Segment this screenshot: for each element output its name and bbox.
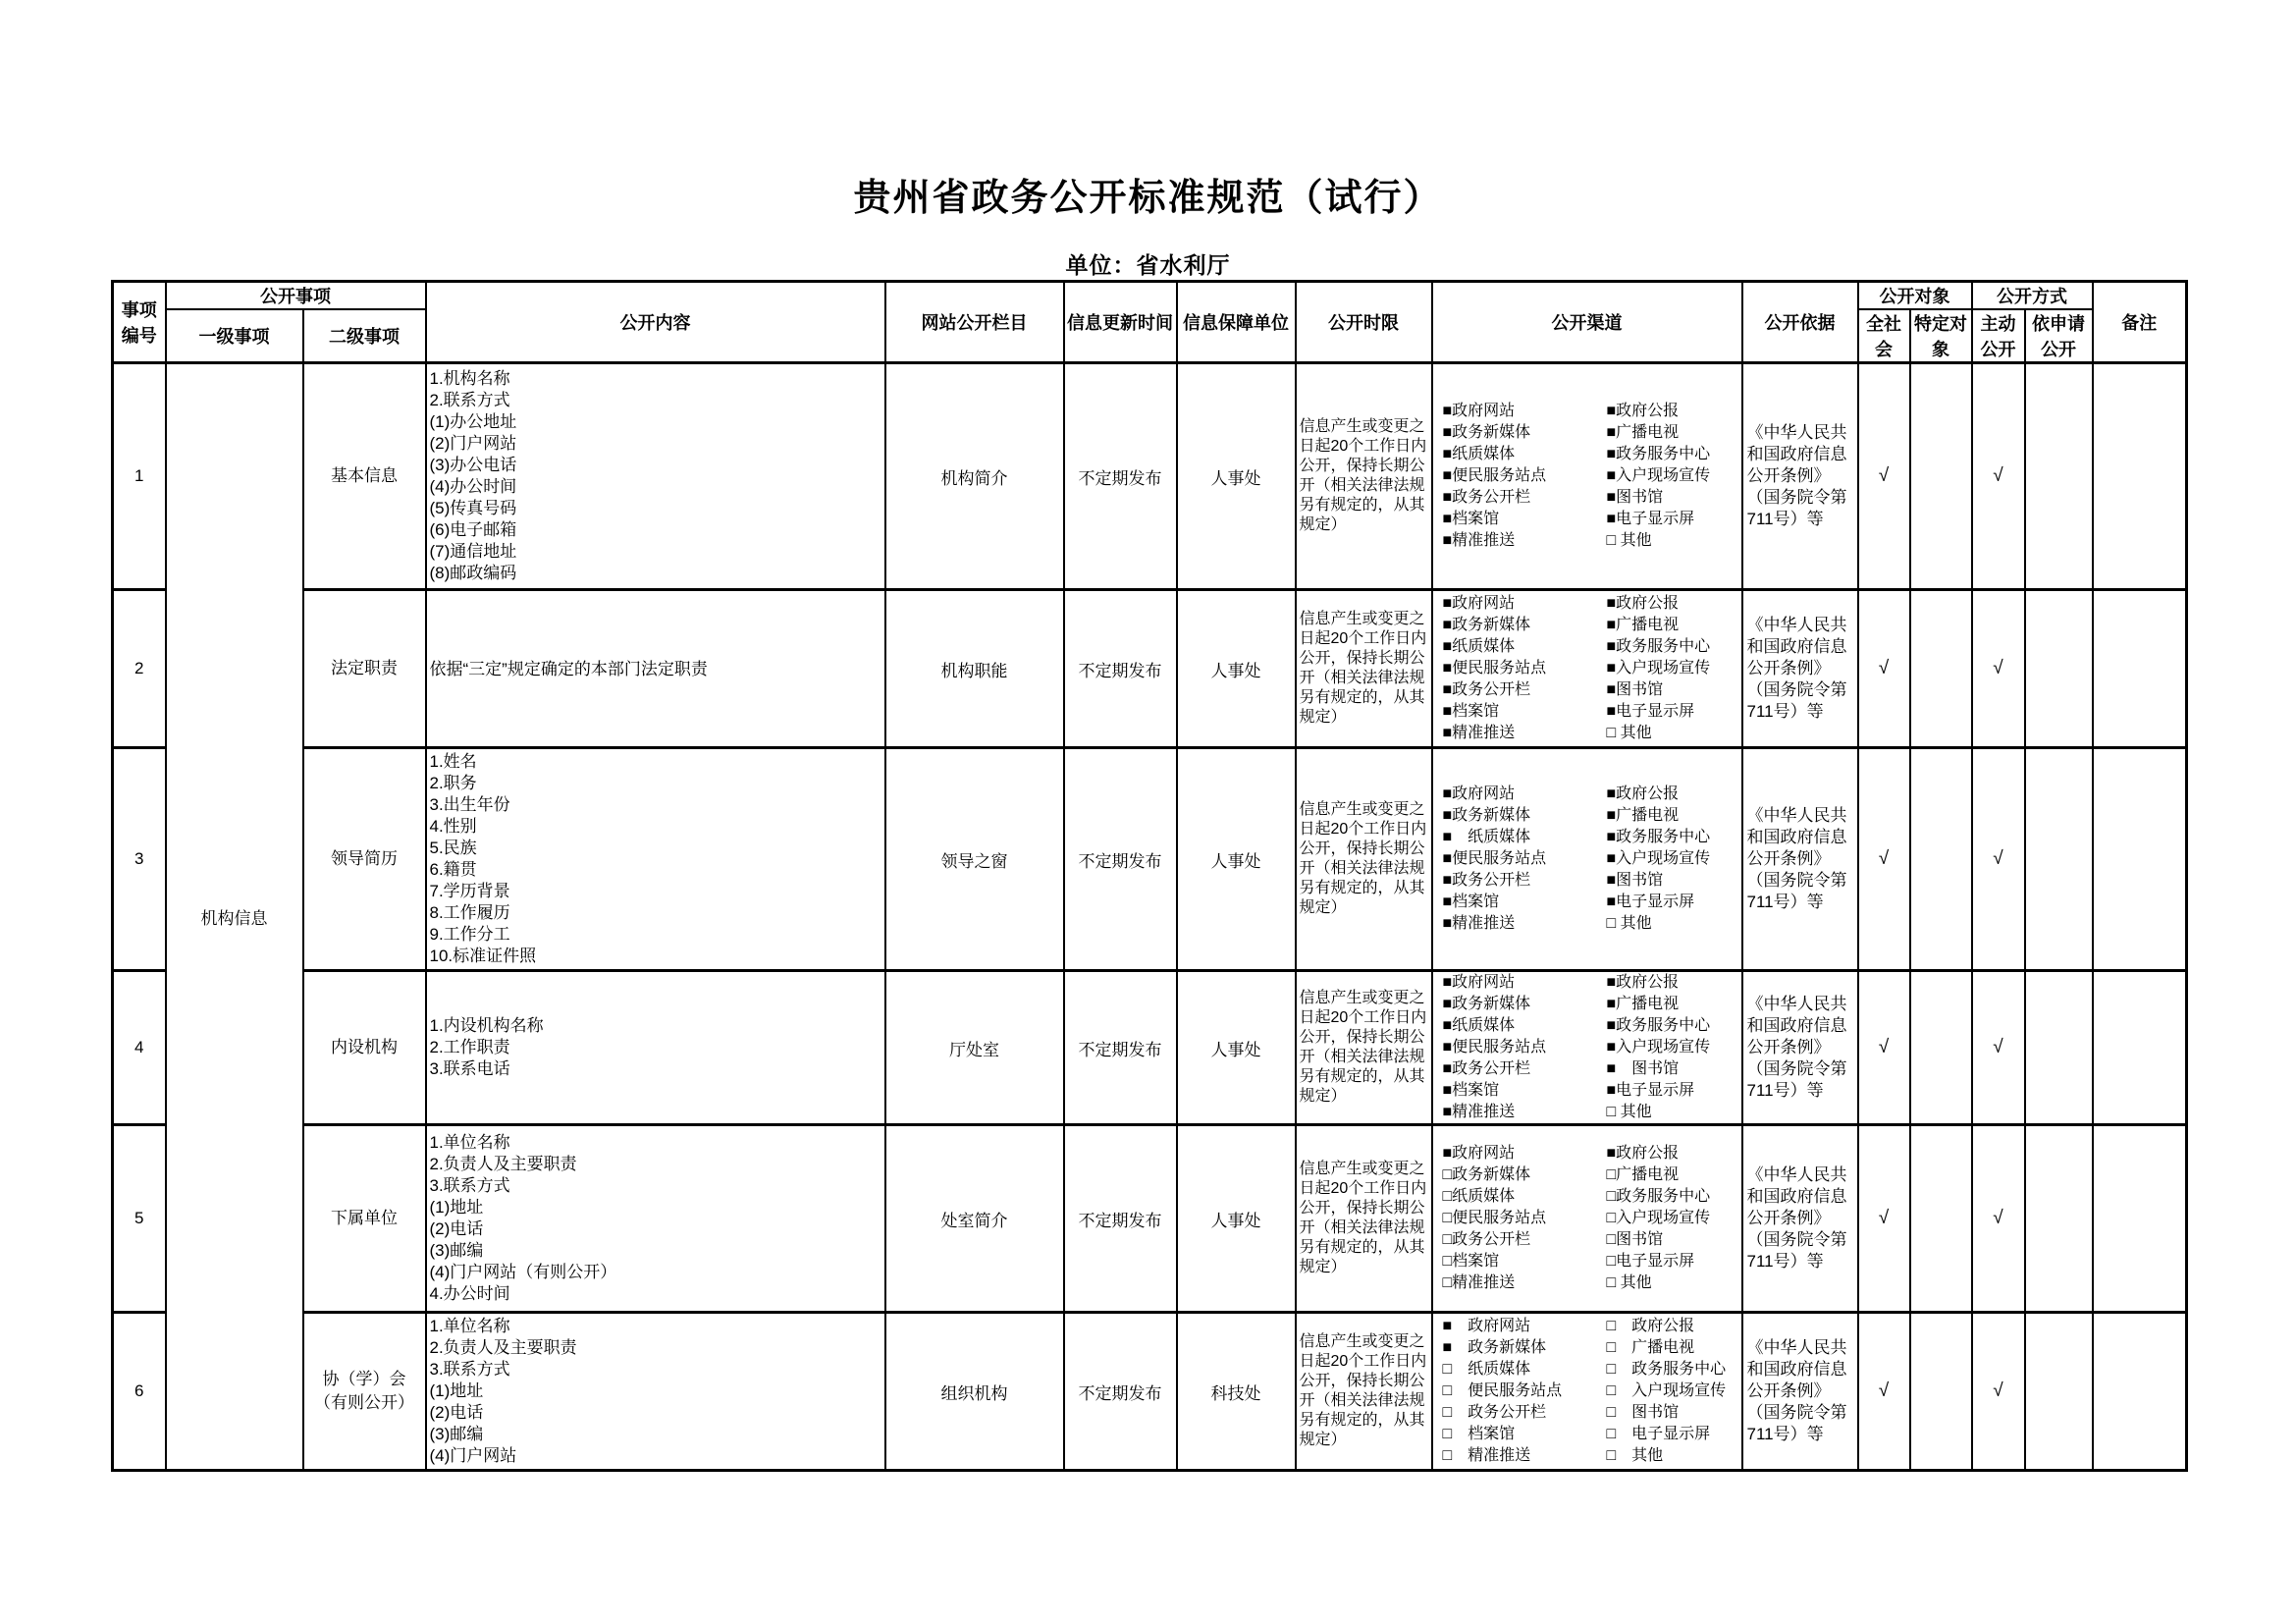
content-line: 3.联系方式	[429, 1176, 510, 1195]
channels-column-right	[1607, 401, 1741, 552]
open-content-cell	[426, 748, 885, 971]
content-line: 3.联系方式	[429, 1360, 510, 1379]
channel-option: ■精准推送	[1442, 1104, 1516, 1120]
content-line: (1)地址	[429, 1381, 484, 1400]
content-line: 1.姓名	[429, 752, 477, 771]
channel-option: □ 入户现场宣传	[1606, 1382, 1727, 1399]
method-active-cell: √	[1972, 363, 2025, 590]
remarks-cell	[2093, 590, 2187, 748]
time-limit-cell: 信息产生或变更之日起20个工作日内公开，保持长期公开（相关法律法规另有规定的，从其规定）	[1296, 363, 1432, 590]
audience-all-cell: √	[1858, 1125, 1910, 1313]
level1-cell: 机构信息	[166, 363, 303, 1471]
content-line: (3)邮编	[429, 1425, 484, 1443]
content-line: 3.联系电话	[429, 1059, 510, 1078]
channels-column-left	[1443, 1316, 1607, 1467]
update-time-cell: 不定期发布	[1064, 971, 1177, 1125]
channel-option: ■政府公报	[1606, 785, 1680, 802]
table-row	[113, 1125, 2187, 1313]
channel-option: ■纸质媒体	[1442, 1017, 1516, 1034]
channel-option: □图书馆	[1606, 1231, 1664, 1248]
content-line: 4.性别	[429, 817, 477, 836]
channels-list	[1433, 593, 1741, 744]
channel-option: □政务服务中心	[1606, 1188, 1711, 1205]
channel-option: □ 其他	[1606, 1104, 1652, 1120]
content-line: 依据“三定”规定确定的本部门法定职责	[429, 659, 708, 678]
content-line: (3)办公电话	[429, 456, 517, 474]
channel-option: □ 精准推送	[1442, 1447, 1531, 1464]
channel-option: ■入户现场宣传	[1606, 660, 1711, 677]
channel-option: ■电子显示屏	[1606, 703, 1695, 720]
open-content-cell	[426, 971, 885, 1125]
content-line: 1.机构名称	[429, 369, 510, 388]
table-body	[113, 363, 2187, 1471]
content-line: (2)电话	[429, 1403, 484, 1422]
channel-option: ■入户现场宣传	[1606, 850, 1711, 867]
channel-option: □ 其他	[1606, 725, 1652, 741]
channel-option: ■政府网站	[1442, 403, 1516, 419]
channel-option: ■政务新媒体	[1442, 617, 1531, 633]
table-header	[113, 282, 2187, 363]
standards-table	[111, 280, 2188, 1472]
update-time-cell: 不定期发布	[1064, 748, 1177, 971]
content-line: 6.籍贯	[429, 860, 477, 879]
channels-column-right	[1607, 1316, 1741, 1467]
content-line: 9.工作分工	[429, 925, 510, 944]
channel-option: ■政务新媒体	[1442, 996, 1531, 1012]
open-content-cell	[426, 1125, 885, 1313]
channel-option: □ 图书馆	[1606, 1404, 1680, 1421]
header-remarks: 备注	[2093, 282, 2187, 363]
channel-option: ■精准推送	[1442, 725, 1516, 741]
open-content-cell	[426, 363, 885, 590]
channel-option: ■档案馆	[1442, 893, 1500, 910]
content-line: 2.联系方式	[429, 391, 510, 409]
content-line: 7.学历背景	[429, 882, 510, 900]
channel-option: □ 便民服务站点	[1442, 1382, 1563, 1399]
method-on-request-cell	[2025, 590, 2093, 748]
header-channels: 公开渠道	[1432, 282, 1742, 363]
item-no-cell: 4	[113, 971, 166, 1125]
header-method: 公开方式	[1972, 282, 2093, 310]
method-active-cell: √	[1972, 748, 2025, 971]
channel-option: ■ 纸质媒体	[1442, 829, 1531, 845]
header-level2: 二级事项	[303, 309, 426, 363]
content-line: 4.办公时间	[429, 1284, 510, 1303]
channels-column-left	[1443, 593, 1607, 744]
content-line: (6)电子邮箱	[429, 520, 517, 539]
channel-option: ■广播电视	[1606, 807, 1680, 824]
header-time-limit: 公开时限	[1296, 282, 1432, 363]
channel-option: ■电子显示屏	[1606, 1082, 1695, 1099]
channel-option: ■政府网站	[1442, 1145, 1516, 1162]
content-line: (5)传真号码	[429, 499, 517, 517]
channels-column-left	[1443, 972, 1607, 1123]
header-level1: 一级事项	[166, 309, 303, 363]
basis-cell: 《中华人民共和国政府信息公开条例》（国务院令第711号）等	[1742, 590, 1858, 748]
channel-option: ■广播电视	[1606, 424, 1680, 441]
channels-column-left	[1443, 401, 1607, 552]
audience-all-cell: √	[1858, 1313, 1910, 1471]
channels-list	[1433, 972, 1741, 1123]
channels-cell	[1432, 971, 1742, 1125]
header-audience-all: 全社会	[1858, 309, 1910, 363]
level2-cell	[303, 1313, 426, 1471]
content-line: (8)邮政编码	[429, 564, 517, 582]
channels-cell	[1432, 748, 1742, 971]
table-row	[113, 1313, 2187, 1471]
audience-all-cell: √	[1858, 363, 1910, 590]
channel-option: ■ 图书馆	[1606, 1060, 1680, 1077]
content-line: 2.职务	[429, 774, 477, 792]
support-unit-cell: 人事处	[1177, 971, 1296, 1125]
header-method-on-request: 依申请公开	[2025, 309, 2093, 363]
level2-line: 协（学）会	[322, 1370, 406, 1388]
channel-option: □ 纸质媒体	[1442, 1361, 1531, 1378]
channel-option: □精准推送	[1442, 1274, 1516, 1291]
channel-option: ■图书馆	[1606, 872, 1664, 889]
page-title: 贵州省政务公开标准规范（试行）	[853, 178, 1443, 219]
channel-option: □纸质媒体	[1442, 1188, 1516, 1205]
channel-option: ■精准推送	[1442, 915, 1516, 932]
content-line: (2)门户网站	[429, 434, 517, 453]
channel-option: □ 其他	[1606, 532, 1652, 549]
site-column-cell: 机构简介	[885, 363, 1064, 590]
header-audience-specific: 特定对象	[1910, 309, 1972, 363]
channel-option: ■档案馆	[1442, 511, 1500, 527]
method-active-cell: √	[1972, 590, 2025, 748]
content-line: 1.单位名称	[429, 1133, 510, 1152]
time-limit-cell: 信息产生或变更之日起20个工作日内公开，保持长期公开（相关法律法规另有规定的，从其规定）	[1296, 748, 1432, 971]
channel-option: ■政府公报	[1606, 974, 1680, 991]
basis-cell: 《中华人民共和国政府信息公开条例》（国务院令第711号）等	[1742, 1313, 1858, 1471]
content-line: (1)地址	[429, 1198, 484, 1217]
content-line: 1.单位名称	[429, 1317, 510, 1335]
channel-option: □电子显示屏	[1606, 1253, 1695, 1270]
channel-option: ■纸质媒体	[1442, 638, 1516, 655]
level2-line: 基本信息	[331, 466, 398, 485]
header-open-content: 公开内容	[426, 282, 885, 363]
update-time-cell: 不定期发布	[1064, 1313, 1177, 1471]
content-line: (7)通信地址	[429, 542, 517, 561]
level2-cell	[303, 971, 426, 1125]
content-line: 5.民族	[429, 839, 477, 857]
channels-column-right	[1607, 593, 1741, 744]
channel-option: ■ 政府网站	[1442, 1318, 1531, 1334]
channel-option: ■便民服务站点	[1442, 660, 1547, 677]
method-active-cell: √	[1972, 1313, 2025, 1471]
open-content-cell	[426, 1313, 885, 1471]
support-unit-cell: 人事处	[1177, 1125, 1296, 1313]
content-line: (4)门户网站	[429, 1446, 517, 1465]
open-content-cell	[426, 590, 885, 748]
audience-all-cell: √	[1858, 748, 1910, 971]
basis-cell: 《中华人民共和国政府信息公开条例》（国务院令第711号）等	[1742, 1125, 1858, 1313]
channel-option: ■政府公报	[1606, 1145, 1680, 1162]
table-row	[113, 590, 2187, 748]
channel-option: ■政务新媒体	[1442, 807, 1531, 824]
channels-column-right	[1607, 972, 1741, 1123]
channel-option: ■图书馆	[1606, 681, 1664, 698]
table-row	[113, 363, 2187, 590]
audience-all-cell: √	[1858, 590, 1910, 748]
header-audience: 公开对象	[1858, 282, 1972, 310]
channels-list	[1433, 1316, 1741, 1467]
time-limit-cell: 信息产生或变更之日起20个工作日内公开，保持长期公开（相关法律法规另有规定的，从其规定）	[1296, 1125, 1432, 1313]
audience-specific-cell	[1910, 1313, 1972, 1471]
content-line: 2.工作职责	[429, 1038, 510, 1056]
content-line: (1)办公地址	[429, 412, 517, 431]
channels-list	[1433, 401, 1741, 552]
item-no-cell: 1	[113, 363, 166, 590]
remarks-cell	[2093, 971, 2187, 1125]
channel-option: □ 政务公开栏	[1442, 1404, 1547, 1421]
method-on-request-cell	[2025, 971, 2093, 1125]
channel-option: ■档案馆	[1442, 1082, 1500, 1099]
channel-option: □政务新媒体	[1442, 1166, 1531, 1183]
content-line: (3)邮编	[429, 1241, 484, 1260]
support-unit-cell: 人事处	[1177, 748, 1296, 971]
basis-cell: 《中华人民共和国政府信息公开条例》（国务院令第711号）等	[1742, 363, 1858, 590]
level2-line: （有则公开）	[314, 1393, 414, 1412]
channels-cell	[1432, 590, 1742, 748]
support-unit-cell: 人事处	[1177, 590, 1296, 748]
site-column-cell: 领导之窗	[885, 748, 1064, 971]
site-column-cell: 机构职能	[885, 590, 1064, 748]
item-no-cell: 2	[113, 590, 166, 748]
header-support-unit: 信息保障单位	[1177, 282, 1296, 363]
level2-line: 领导简历	[331, 849, 398, 868]
channel-option: ■便民服务站点	[1442, 1039, 1547, 1056]
level2-line: 法定职责	[331, 659, 398, 677]
channel-option: ■电子显示屏	[1606, 893, 1695, 910]
audience-specific-cell	[1910, 1125, 1972, 1313]
remarks-cell	[2093, 363, 2187, 590]
channel-option: ■政务服务中心	[1606, 638, 1711, 655]
header-item-no: 事项编号	[113, 282, 166, 363]
remarks-cell	[2093, 1125, 2187, 1313]
channel-option: ■政府公报	[1606, 595, 1680, 612]
channel-option: ■入户现场宣传	[1606, 1039, 1711, 1056]
method-on-request-cell	[2025, 1313, 2093, 1471]
channel-option: □政务公开栏	[1442, 1231, 1531, 1248]
channels-list	[1433, 784, 1741, 935]
header-site-column: 网站公开栏目	[885, 282, 1064, 363]
channel-option: □便民服务站点	[1442, 1210, 1547, 1226]
content-line: 1.内设机构名称	[429, 1016, 544, 1035]
unit-label: 单位：省水利厅	[1065, 252, 1231, 278]
channel-option: ■档案馆	[1442, 703, 1500, 720]
content-line: 8.工作履历	[429, 903, 510, 922]
channel-option: □ 政务服务中心	[1606, 1361, 1727, 1378]
audience-all-cell: √	[1858, 971, 1910, 1125]
basis-cell: 《中华人民共和国政府信息公开条例》（国务院令第711号）等	[1742, 971, 1858, 1125]
time-limit-cell: 信息产生或变更之日起20个工作日内公开，保持长期公开（相关法律法规另有规定的，从其规定）	[1296, 590, 1432, 748]
method-on-request-cell	[2025, 363, 2093, 590]
method-on-request-cell	[2025, 748, 2093, 971]
channels-column-right	[1607, 784, 1741, 935]
channel-option: □广播电视	[1606, 1166, 1680, 1183]
channels-cell	[1432, 363, 1742, 590]
support-unit-cell: 人事处	[1177, 363, 1296, 590]
level2-cell	[303, 1125, 426, 1313]
level2-cell	[303, 363, 426, 590]
audience-specific-cell	[1910, 748, 1972, 971]
content-line: 3.出生年份	[429, 795, 510, 814]
method-on-request-cell	[2025, 1125, 2093, 1313]
channel-option: □入户现场宣传	[1606, 1210, 1711, 1226]
channel-option: □ 其他	[1606, 915, 1652, 932]
channel-option: ■纸质媒体	[1442, 446, 1516, 462]
channel-option: ■广播电视	[1606, 996, 1680, 1012]
content-line: 10.标准证件照	[429, 947, 537, 965]
content-line: (4)门户网站（有则公开）	[429, 1263, 617, 1281]
site-column-cell: 组织机构	[885, 1313, 1064, 1471]
channels-list	[1433, 1143, 1741, 1294]
site-column-cell: 处室简介	[885, 1125, 1064, 1313]
item-no-cell: 6	[113, 1313, 166, 1471]
channel-option: ■政府网站	[1442, 785, 1516, 802]
channels-column-left	[1443, 1143, 1607, 1294]
channel-option: ■政务服务中心	[1606, 1017, 1711, 1034]
channels-column-left	[1443, 784, 1607, 935]
time-limit-cell: 信息产生或变更之日起20个工作日内公开，保持长期公开（相关法律法规另有规定的，从其规定）	[1296, 971, 1432, 1125]
remarks-cell	[2093, 748, 2187, 971]
audience-specific-cell	[1910, 590, 1972, 748]
content-line: (4)办公时间	[429, 477, 517, 496]
support-unit-cell: 科技处	[1177, 1313, 1296, 1471]
channel-option: □档案馆	[1442, 1253, 1500, 1270]
audience-specific-cell	[1910, 363, 1972, 590]
channel-option: ■ 政务新媒体	[1442, 1339, 1547, 1356]
channel-option: □ 政府公报	[1606, 1318, 1695, 1334]
time-limit-cell: 信息产生或变更之日起20个工作日内公开，保持长期公开（相关法律法规另有规定的，从其规定）	[1296, 1313, 1432, 1471]
header-method-active: 主动公开	[1972, 309, 2025, 363]
basis-cell: 《中华人民共和国政府信息公开条例》（国务院令第711号）等	[1742, 748, 1858, 971]
channel-option: ■政务公开栏	[1442, 872, 1531, 889]
method-active-cell: √	[1972, 1125, 2025, 1313]
table-row	[113, 971, 2187, 1125]
level2-cell	[303, 748, 426, 971]
remarks-cell	[2093, 1313, 2187, 1471]
header-update-time: 信息更新时间	[1064, 282, 1177, 363]
channel-option: ■图书馆	[1606, 489, 1664, 506]
channel-option: ■政府网站	[1442, 595, 1516, 612]
header-open-matters: 公开事项	[166, 282, 426, 310]
channel-option: ■便民服务站点	[1442, 850, 1547, 867]
channel-option: ■广播电视	[1606, 617, 1680, 633]
channel-option: ■政务公开栏	[1442, 681, 1531, 698]
update-time-cell: 不定期发布	[1064, 1125, 1177, 1313]
channels-cell	[1432, 1125, 1742, 1313]
channel-option: □ 广播电视	[1606, 1339, 1695, 1356]
channels-cell	[1432, 1313, 1742, 1471]
channel-option: ■便民服务站点	[1442, 467, 1547, 484]
level2-line: 下属单位	[331, 1209, 398, 1227]
site-column-cell: 厅处室	[885, 971, 1064, 1125]
channel-option: □ 其他	[1606, 1447, 1664, 1464]
channels-column-right	[1607, 1143, 1741, 1294]
method-active-cell: √	[1972, 971, 2025, 1125]
channel-option: ■政务服务中心	[1606, 829, 1711, 845]
channel-option: ■政务新媒体	[1442, 424, 1531, 441]
level2-cell	[303, 590, 426, 748]
channel-option: □ 档案馆	[1442, 1426, 1516, 1442]
content-line: 2.负责人及主要职责	[429, 1338, 577, 1357]
channel-option: ■电子显示屏	[1606, 511, 1695, 527]
audience-specific-cell	[1910, 971, 1972, 1125]
table-row	[113, 748, 2187, 971]
channel-option: ■政务公开栏	[1442, 489, 1531, 506]
content-line: 2.负责人及主要职责	[429, 1155, 577, 1173]
header-basis: 公开依据	[1742, 282, 1858, 363]
item-no-cell: 5	[113, 1125, 166, 1313]
update-time-cell: 不定期发布	[1064, 590, 1177, 748]
level2-line: 内设机构	[331, 1038, 398, 1056]
channel-option: □ 电子显示屏	[1606, 1426, 1711, 1442]
update-time-cell: 不定期发布	[1064, 363, 1177, 590]
channel-option: □ 其他	[1606, 1274, 1652, 1291]
channel-option: ■入户现场宣传	[1606, 467, 1711, 484]
channel-option: ■政务服务中心	[1606, 446, 1711, 462]
item-no-cell: 3	[113, 748, 166, 971]
channel-option: ■政府公报	[1606, 403, 1680, 419]
channel-option: ■政务公开栏	[1442, 1060, 1531, 1077]
content-line: (2)电话	[429, 1219, 484, 1238]
channel-option: ■精准推送	[1442, 532, 1516, 549]
channel-option: ■政府网站	[1442, 974, 1516, 991]
